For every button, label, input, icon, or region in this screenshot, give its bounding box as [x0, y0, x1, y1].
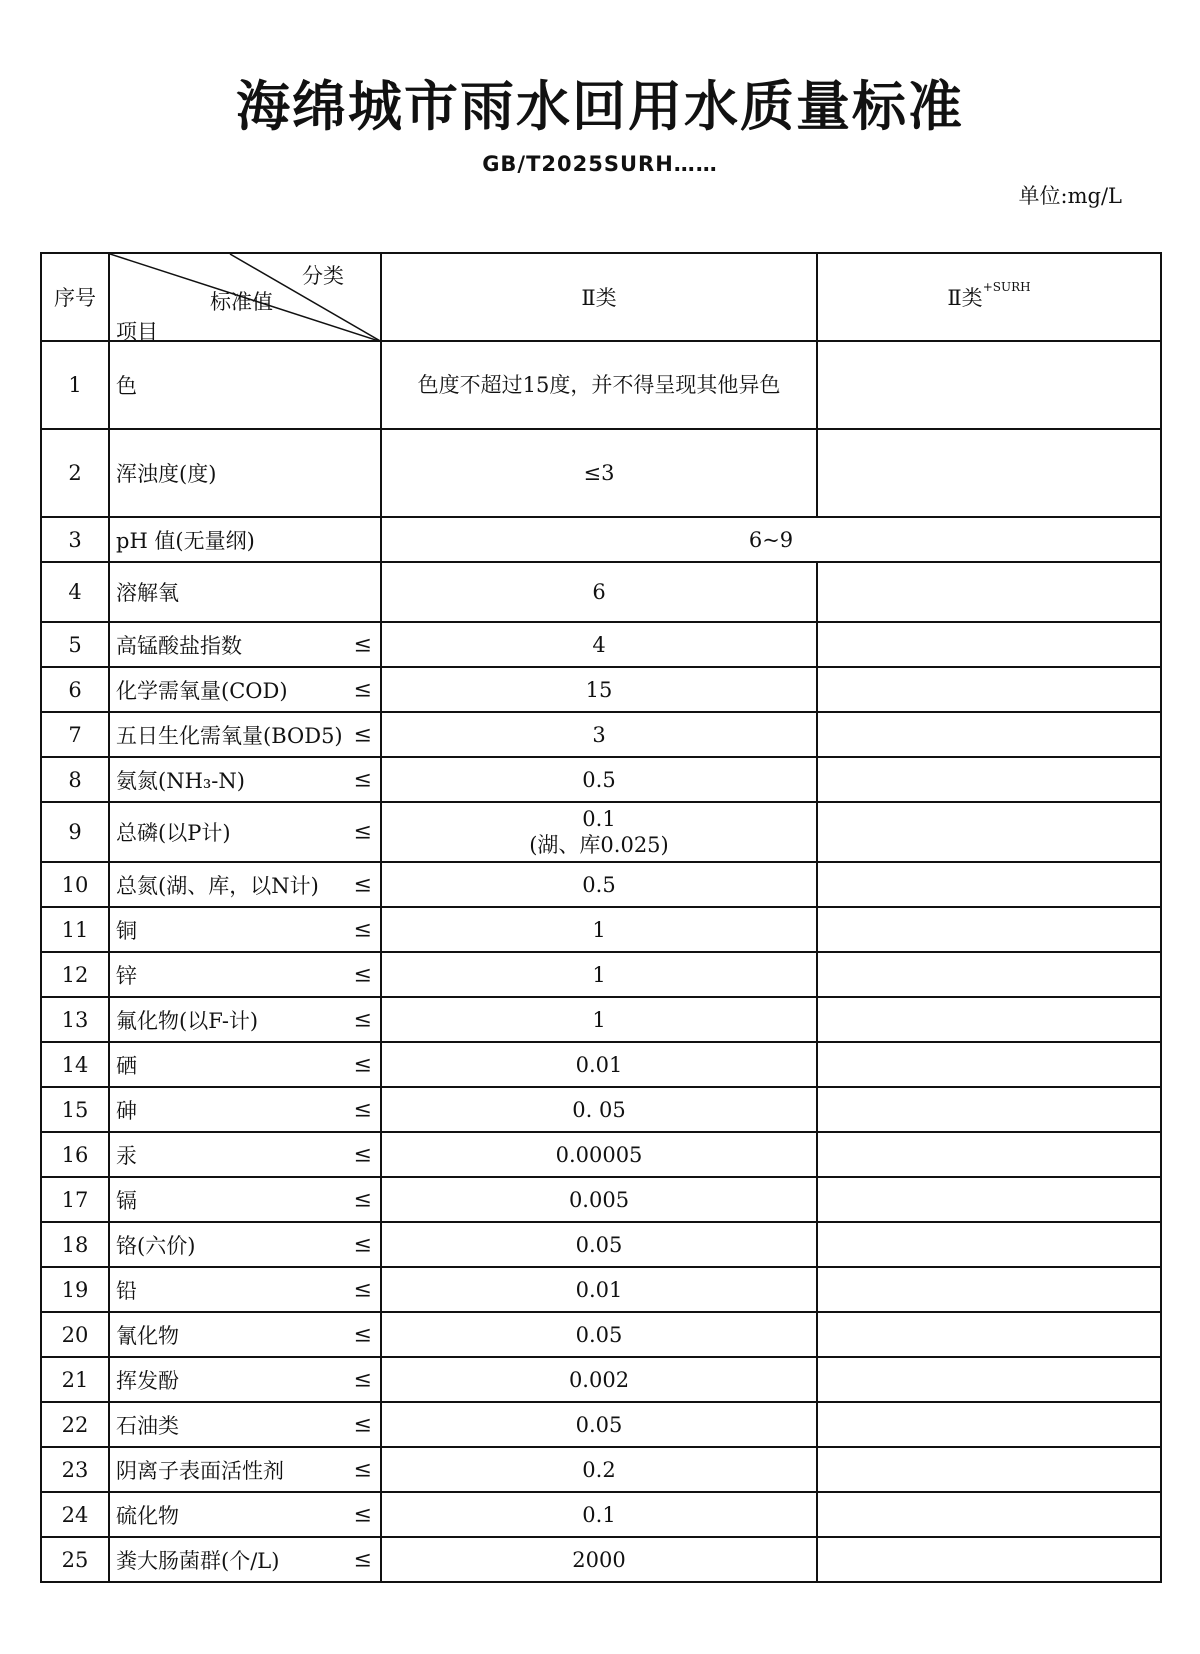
- table-row: [41, 667, 1161, 712]
- row-item-cell: [109, 1267, 381, 1312]
- row-number: 20: [41, 1312, 109, 1357]
- unit-label: 单位:mg/L: [1018, 184, 1122, 208]
- row-item-name: 氨氮(NH₃-N): [116, 768, 245, 793]
- table-row: [41, 517, 1161, 562]
- row-value-class-a: [381, 1267, 817, 1312]
- row-value-note: (湖、库0.025): [529, 833, 669, 857]
- less-equal-symbol: ≤: [353, 677, 372, 702]
- table-row: [41, 1042, 1161, 1087]
- less-equal-symbol: ≤: [353, 1457, 372, 1482]
- row-value: 2000: [572, 1547, 626, 1572]
- row-value-class-a: [381, 341, 817, 429]
- table-row: [41, 757, 1161, 802]
- row-item-cell: [109, 907, 381, 952]
- header-class-b: [817, 253, 1161, 341]
- row-value-class-b: [817, 1177, 1161, 1222]
- row-value: 0.2: [582, 1457, 616, 1482]
- table-row: [41, 1492, 1161, 1537]
- less-equal-symbol: ≤: [353, 767, 372, 792]
- less-equal-symbol: ≤: [353, 1502, 372, 1527]
- row-value: 0.05: [575, 1412, 623, 1437]
- row-value-class-a: [381, 1492, 817, 1537]
- table-row: [41, 802, 1161, 862]
- header-class-b-sup: +SURH: [982, 280, 1031, 294]
- table-row: [41, 1087, 1161, 1132]
- row-item-name: 粪大肠菌群(个/L): [116, 1548, 280, 1573]
- row-value-class-b: [817, 1132, 1161, 1177]
- row-value-class-a: [381, 517, 1161, 562]
- less-equal-symbol: ≤: [353, 632, 372, 657]
- row-value: 4: [592, 632, 606, 657]
- row-value: 1: [592, 962, 606, 987]
- row-item-cell: [109, 997, 381, 1042]
- row-value-class-b: [817, 1537, 1161, 1582]
- table-row: [41, 1132, 1161, 1177]
- row-item-cell: [109, 802, 381, 862]
- row-value-class-a: [381, 1357, 817, 1402]
- table-row: [41, 1357, 1161, 1402]
- row-number: 3: [41, 517, 109, 562]
- table-row: [41, 1222, 1161, 1267]
- row-value: 0.005: [568, 1187, 630, 1212]
- row-item-name: 铬(六价): [116, 1233, 196, 1258]
- less-equal-symbol: ≤: [353, 1007, 372, 1032]
- less-equal-symbol: ≤: [353, 917, 372, 942]
- row-item-cell: [109, 1402, 381, 1447]
- header-category: 分类: [302, 264, 344, 288]
- row-value: 1: [592, 1007, 606, 1032]
- row-value-class-b: [817, 1492, 1161, 1537]
- row-value: 0.002: [568, 1367, 630, 1392]
- row-value-class-b: [817, 1087, 1161, 1132]
- page-title: 海绵城市雨水回用水质量标准: [236, 75, 964, 138]
- row-item-name: 硫化物: [116, 1503, 179, 1528]
- row-item-name: 硒: [116, 1053, 137, 1078]
- row-number: 14: [41, 1042, 109, 1087]
- row-item-cell: [109, 622, 381, 667]
- header-standard: 标准值: [210, 290, 273, 314]
- row-value-class-b: [817, 952, 1161, 997]
- row-item-cell: [109, 1177, 381, 1222]
- table-row: [41, 862, 1161, 907]
- row-number: 6: [41, 667, 109, 712]
- row-number: 4: [41, 562, 109, 622]
- row-value-class-b: [817, 429, 1161, 517]
- row-number: 21: [41, 1357, 109, 1402]
- row-value: 6~9: [748, 527, 794, 552]
- row-item-cell: [109, 1132, 381, 1177]
- row-value-class-b: [817, 1312, 1161, 1357]
- row-value: 0.5: [582, 872, 616, 897]
- row-item-name: 石油类: [116, 1413, 179, 1438]
- header-serial: 序号: [41, 253, 109, 341]
- table-row: [41, 1447, 1161, 1492]
- row-value-class-a: [381, 907, 817, 952]
- table-row: [41, 429, 1161, 517]
- row-item-name: 镉: [116, 1188, 137, 1213]
- row-item-cell: [109, 1537, 381, 1582]
- standard-code: GB/T2025SURH……: [482, 152, 718, 176]
- row-value: ≤3: [583, 461, 615, 485]
- row-value-class-a: [381, 1087, 817, 1132]
- table-row: [41, 952, 1161, 997]
- less-equal-symbol: ≤: [353, 1322, 372, 1347]
- row-value-class-a: [381, 997, 817, 1042]
- row-number: 2: [41, 429, 109, 517]
- header-class-b-main: Ⅱ类: [947, 286, 983, 310]
- row-value-class-a: [381, 802, 817, 862]
- row-item-cell: [109, 1447, 381, 1492]
- less-equal-symbol: ≤: [353, 1412, 372, 1437]
- row-number: 8: [41, 757, 109, 802]
- less-equal-symbol: ≤: [353, 1187, 372, 1212]
- row-value-class-b: [817, 1042, 1161, 1087]
- row-value: 0.1: [582, 1502, 616, 1527]
- row-value-class-a: [381, 757, 817, 802]
- row-item-name: 五日生化需氧量(BOD5): [116, 723, 343, 748]
- row-item-name: 总氮(湖、库，以N计): [116, 873, 319, 898]
- row-item-cell: [109, 1357, 381, 1402]
- row-item-name: 铜: [116, 918, 137, 943]
- table-row: [41, 712, 1161, 757]
- row-value-class-a: [381, 562, 817, 622]
- row-item-cell: [109, 712, 381, 757]
- row-value: 色度不超过15度，并不得呈现其他异色: [417, 373, 781, 397]
- row-item-name: 阴离子表面活性剂: [116, 1458, 284, 1483]
- row-item-name: 色: [116, 374, 137, 398]
- row-value-class-a: [381, 1447, 817, 1492]
- row-number: 12: [41, 952, 109, 997]
- row-value-class-b: [817, 1402, 1161, 1447]
- row-number: 22: [41, 1402, 109, 1447]
- less-equal-symbol: ≤: [353, 1097, 372, 1122]
- row-item-cell: [109, 757, 381, 802]
- row-value: 0.01: [575, 1277, 623, 1302]
- row-value-class-a: [381, 1132, 817, 1177]
- row-value: 1: [592, 917, 606, 942]
- row-value-class-b: [817, 712, 1161, 757]
- row-number: 7: [41, 712, 109, 757]
- row-item-name: 铅: [116, 1278, 137, 1303]
- row-value: 0.05: [575, 1232, 623, 1257]
- less-equal-symbol: ≤: [353, 1547, 372, 1572]
- row-number: 13: [41, 997, 109, 1042]
- row-item-name: 氟化物(以F-计): [116, 1008, 259, 1033]
- row-item-name: 化学需氧量(COD): [116, 678, 288, 703]
- row-value: 0.01: [575, 1052, 623, 1077]
- row-value-class-a: [381, 712, 817, 757]
- row-item-cell: [109, 952, 381, 997]
- row-value-class-b: [817, 862, 1161, 907]
- row-item-cell: [109, 429, 381, 517]
- row-value-class-a: [381, 1537, 817, 1582]
- row-item-cell: [109, 1312, 381, 1357]
- row-value-class-b: [817, 622, 1161, 667]
- table-row: [41, 1402, 1161, 1447]
- row-value-class-a: [381, 1312, 817, 1357]
- less-equal-symbol: ≤: [353, 1277, 372, 1302]
- row-item-cell: [109, 667, 381, 712]
- row-value-class-a: [381, 667, 817, 712]
- row-value-class-b: [817, 907, 1161, 952]
- row-value: 0.5: [582, 767, 616, 792]
- row-item-cell: [109, 341, 381, 429]
- row-item-name: 溶解氧: [116, 581, 179, 605]
- row-item-cell: [109, 517, 381, 562]
- row-item-cell: [109, 1222, 381, 1267]
- row-number: 10: [41, 862, 109, 907]
- row-value: 0.00005: [555, 1142, 643, 1167]
- row-value-class-b: [817, 1222, 1161, 1267]
- row-value-class-b: [817, 757, 1161, 802]
- table-row: [41, 341, 1161, 429]
- row-value-class-a: [381, 1177, 817, 1222]
- table-row: [41, 1312, 1161, 1357]
- less-equal-symbol: ≤: [353, 722, 372, 747]
- less-equal-symbol: ≤: [353, 819, 372, 845]
- row-item-cell: [109, 1492, 381, 1537]
- row-value: 0.1: [582, 807, 616, 831]
- row-item-cell: [109, 862, 381, 907]
- less-equal-symbol: ≤: [353, 962, 372, 987]
- header-item: 项目: [116, 320, 158, 344]
- row-number: 24: [41, 1492, 109, 1537]
- row-item-name: 锌: [116, 963, 137, 988]
- less-equal-symbol: ≤: [353, 1142, 372, 1167]
- row-value-class-a: [381, 1042, 817, 1087]
- table-row: [41, 907, 1161, 952]
- row-value-class-a: [381, 1402, 817, 1447]
- table-row: [41, 1267, 1161, 1312]
- row-number: 23: [41, 1447, 109, 1492]
- less-equal-symbol: ≤: [353, 872, 372, 897]
- standards-table: [40, 252, 1162, 1583]
- row-item-cell: [109, 562, 381, 622]
- table-row: [41, 622, 1161, 667]
- row-value-class-b: [817, 802, 1161, 862]
- row-item-name: 挥发酚: [116, 1368, 179, 1393]
- row-number: 9: [41, 802, 109, 862]
- row-value: 15: [585, 677, 613, 702]
- less-equal-symbol: ≤: [353, 1232, 372, 1257]
- header-diagonal-cell: [109, 253, 381, 344]
- row-value-class-b: [817, 1447, 1161, 1492]
- row-item-name: 总磷(以P计): [116, 821, 231, 845]
- row-value: 0.05: [575, 1322, 623, 1347]
- row-number: 18: [41, 1222, 109, 1267]
- row-number: 16: [41, 1132, 109, 1177]
- row-number: 15: [41, 1087, 109, 1132]
- row-item-name: 汞: [116, 1143, 137, 1168]
- row-value: 3: [592, 722, 606, 747]
- row-item-cell: [109, 1042, 381, 1087]
- row-number: 11: [41, 907, 109, 952]
- table-header-row: [41, 253, 1161, 341]
- table-row: [41, 1177, 1161, 1222]
- row-value-class-a: [381, 622, 817, 667]
- header-class-a: Ⅱ类: [381, 253, 817, 341]
- row-value-class-a: [381, 1222, 817, 1267]
- row-value-class-a: [381, 862, 817, 907]
- row-number: 17: [41, 1177, 109, 1222]
- less-equal-symbol: ≤: [353, 1052, 372, 1077]
- row-item-name: 氰化物: [116, 1323, 179, 1348]
- table-row: [41, 562, 1161, 622]
- row-value-class-b: [817, 562, 1161, 622]
- row-value-class-b: [817, 341, 1161, 429]
- row-value-class-a: [381, 952, 817, 997]
- row-value-class-b: [817, 1357, 1161, 1402]
- row-value-class-b: [817, 1267, 1161, 1312]
- table-row: [41, 1537, 1161, 1582]
- row-value-class-b: [817, 997, 1161, 1042]
- row-item-name: 高锰酸盐指数: [116, 633, 242, 658]
- row-number: 1: [41, 341, 109, 429]
- row-item-name: 浑浊度(度): [116, 462, 217, 486]
- row-value: 6: [592, 580, 606, 604]
- row-value: 0. 05: [572, 1097, 626, 1122]
- row-item-name: pH 值(无量纲): [116, 528, 255, 553]
- row-number: 25: [41, 1537, 109, 1582]
- row-item-name: 砷: [116, 1098, 137, 1123]
- table-row: [41, 997, 1161, 1042]
- row-value-class-b: [817, 667, 1161, 712]
- row-value-class-a: [381, 429, 817, 517]
- row-number: 19: [41, 1267, 109, 1312]
- row-item-cell: [109, 1087, 381, 1132]
- row-number: 5: [41, 622, 109, 667]
- less-equal-symbol: ≤: [353, 1367, 372, 1392]
